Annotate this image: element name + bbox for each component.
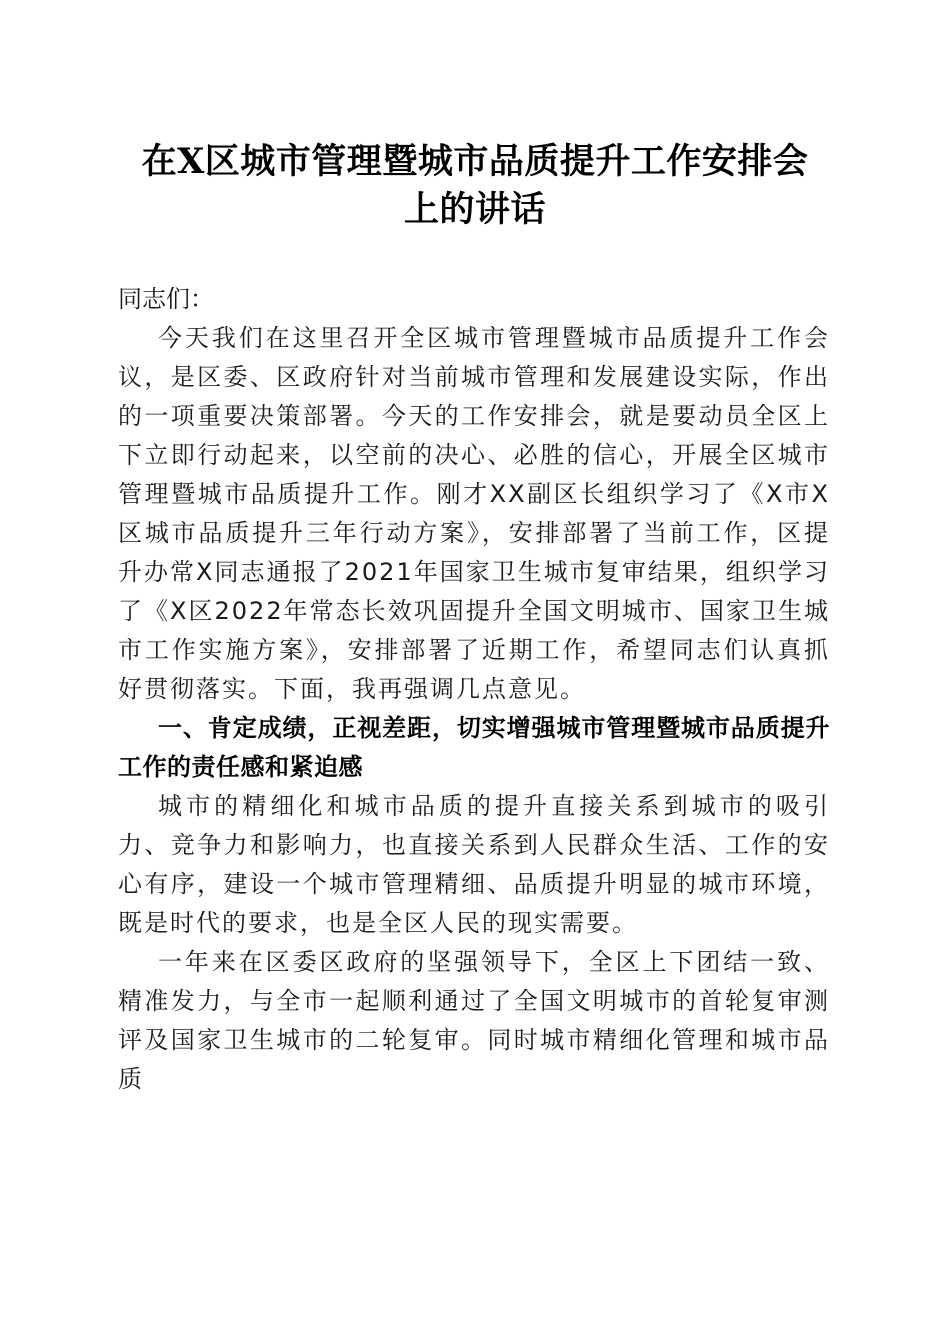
- paragraph-achievements: 一年来在区委区政府的坚强领导下，全区上下团结一致、精准发力，与全市一起顺利通过了全国文明城市的首轮复审测评及国家卫生城市的二轮复审。同时城市精细化管理和城市品质: [118, 948, 830, 1093]
- title-line-1: 在X区城市管理暨城市品质提升工作安排会: [141, 141, 809, 182]
- section-heading-1: 一、肯定成绩，正视差距，切实增强城市管理暨城市品质提升工作的责任感和紧迫感: [118, 714, 830, 781]
- greeting: 同志们：: [118, 285, 214, 313]
- title-line-2: 上的讲话: [403, 189, 546, 230]
- paragraph-importance: 城市的精细化和城市品质的提升直接关系到城市的吸引力、竞争力和影响力，也直接关系到人民群众生活、工作的安心有序，建设一个城市管理精细、品质提升明显的城市环境，既是时代的要求，也是全区人民的现实需要。: [118, 792, 830, 937]
- document-body: [118, 280, 830, 1099]
- paragraph-intro: 今天我们在这里召开全区城市管理暨城市品质提升工作会议，是区委、区政府针对当前城市管理和发展建设实际，作出的一项重要决策部署。今天的工作安排会，就是要动员全区上下立即行动起来，以空前的决心、必胜的信心，开展全区城市管理暨城市品质提升工作。刚才XX副区长组织学习了《X市X区城市品质提升三年行动方案》，安排部署了当前工作，区提升办常X同志通报了2021年国家卫生城市复审结果，组织学习了《X区2022年常态长效巩固提升全国文明城市、国家卫生城市工作实施方案》，安排部署了近期工作，希望同志们认真抓好贯彻落实。下面，我再强调几点意见。: [118, 324, 830, 703]
- document-title: [110, 138, 840, 234]
